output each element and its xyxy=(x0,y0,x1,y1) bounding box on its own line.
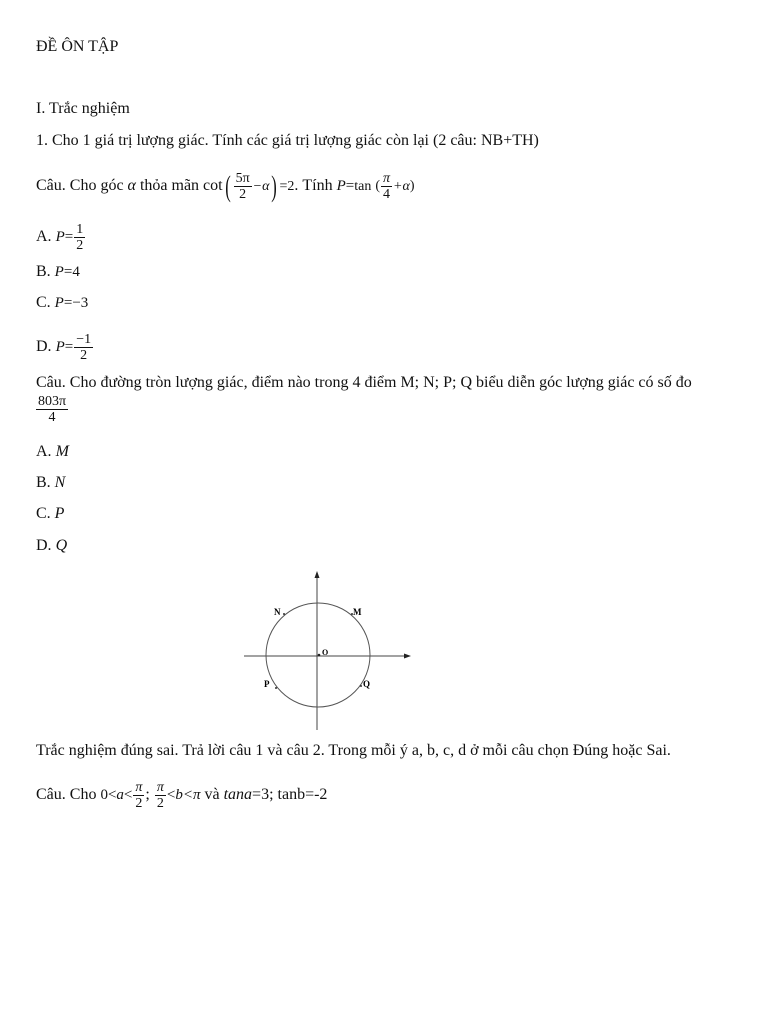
q1-tan-left-paren: ( xyxy=(375,178,381,194)
q2-option-c xyxy=(36,504,64,524)
q1-option-b-eq: = xyxy=(63,264,73,280)
q1-pi-den: 4 xyxy=(383,187,391,202)
q1-option-b-label: B. xyxy=(36,263,51,280)
q1-tinh: . Tính xyxy=(294,177,333,195)
unit-circle-diagram xyxy=(240,568,420,732)
label-N: N xyxy=(274,607,281,617)
q3-semicolon: ; xyxy=(145,786,150,804)
q2-option-b-value: N xyxy=(54,474,66,491)
q1-right-paren: ) xyxy=(271,169,278,203)
section-subheading: 1. Cho 1 giá trị lượng giác. Tính các giá trị lượng giác còn lại (2 câu: NB+TH) xyxy=(36,132,539,149)
section-heading-multiple-choice: I. Trắc nghiệm xyxy=(36,100,130,117)
q1-option-b-P: P xyxy=(54,264,64,280)
q1-option-d-fraction xyxy=(74,332,93,363)
q1-option-c-eq: = xyxy=(63,295,73,311)
q3-tana: tana xyxy=(223,786,253,804)
q1-equals: =2 xyxy=(279,179,295,195)
q1-option-a-eq: = xyxy=(64,229,74,246)
q1-option-a-label: A. xyxy=(36,228,52,246)
question-2-text: Câu. Cho đường tròn lượng giác, điểm nào trong 4 điểm M; N; P; Q biểu diễn góc lượng giác có số đo xyxy=(36,374,692,391)
q1-option-a xyxy=(36,222,86,253)
q1-minus-alpha: −α xyxy=(252,179,270,195)
q2-option-a xyxy=(36,442,69,462)
q2-option-d-label: D. xyxy=(36,537,52,554)
q3-pi-den-1: 2 xyxy=(135,796,143,811)
q3-equals-rest: =3; tanb=-2 xyxy=(252,786,328,804)
question-3 xyxy=(36,780,327,811)
q2-option-c-label: C. xyxy=(36,505,51,522)
q1-option-b xyxy=(36,262,80,282)
q2-frac-num: 803π xyxy=(38,394,67,409)
q2-option-d xyxy=(36,536,67,556)
q1-condition: thỏa mãn cot xyxy=(139,177,223,195)
q3-pi-num-2: π xyxy=(156,780,164,795)
question-1 xyxy=(36,171,415,202)
q1-option-c-value: −3 xyxy=(72,295,89,311)
question-2-fraction-line xyxy=(36,394,69,425)
q3-prefix: Câu. Cho xyxy=(36,786,97,804)
q1-option-a-num: 1 xyxy=(76,222,84,237)
section-heading-true-false: Trắc nghiệm đúng sai. Trả lời câu 1 và câu 2. Trong mỗi ý a, b, c, d ở mỗi câu chọn Đúng hoặc Sai. xyxy=(36,742,671,759)
label-P: P xyxy=(264,679,270,689)
q2-option-a-label: A. xyxy=(36,443,52,460)
q1-option-d-label: D. xyxy=(36,338,52,356)
q1-option-d-P: P xyxy=(55,339,65,356)
q2-option-c-value: P xyxy=(54,505,65,522)
q1-option-c xyxy=(36,293,88,313)
x-axis-arrow xyxy=(404,654,411,659)
q3-fraction-2 xyxy=(155,780,166,811)
q1-option-d-eq: = xyxy=(64,339,74,356)
q1-pi-fraction xyxy=(381,171,392,202)
q2-frac-den: 4 xyxy=(48,410,56,425)
label-O: O xyxy=(322,648,329,657)
q1-tan: tan xyxy=(354,179,372,195)
q1-alpha: α xyxy=(127,177,136,195)
q3-fraction-1 xyxy=(133,780,144,811)
document-title: ĐỀ ÔN TẬP xyxy=(36,38,119,55)
q1-option-c-P: P xyxy=(54,295,64,311)
q1-option-d xyxy=(36,332,94,363)
point-Q xyxy=(360,685,362,687)
label-M: M xyxy=(353,607,362,617)
q2-option-d-value: Q xyxy=(55,537,68,554)
q1-option-a-P: P xyxy=(55,229,65,246)
q3-pi-den-2: 2 xyxy=(156,796,164,811)
q1-frac-den: 2 xyxy=(239,187,247,202)
q1-tan-right-paren: ) xyxy=(409,178,415,194)
q1-P: P xyxy=(336,178,346,195)
q1-plus-alpha: +α xyxy=(393,179,410,195)
q3-pi-num-1: π xyxy=(135,780,143,795)
q3-lt-2: < xyxy=(166,787,176,804)
q1-left-paren: ( xyxy=(224,169,231,203)
q1-option-c-label: C. xyxy=(36,294,51,311)
y-axis-arrow xyxy=(315,571,320,578)
q1-option-a-fraction xyxy=(74,222,85,253)
q3-part1: 0< xyxy=(100,787,117,804)
q1-fraction xyxy=(234,171,252,202)
q2-fraction xyxy=(36,394,68,425)
q3-va: và xyxy=(204,786,220,804)
q3-lt: < xyxy=(123,787,133,804)
q3-b: b xyxy=(175,787,183,804)
q1-prefix: Câu. Cho góc xyxy=(36,177,124,195)
q1-option-b-value: 4 xyxy=(72,264,80,280)
point-N xyxy=(283,613,285,615)
point-P xyxy=(275,687,277,689)
q1-frac-num: 5π xyxy=(235,171,250,186)
q1-option-a-den: 2 xyxy=(76,238,84,253)
q3-a: a xyxy=(116,787,124,804)
q1-eq-sign: = xyxy=(345,178,355,195)
q1-pi-num: π xyxy=(383,171,391,186)
q2-option-a-value: M xyxy=(55,443,69,460)
q2-option-b-label: B. xyxy=(36,474,51,491)
origin-point xyxy=(318,654,321,657)
q1-option-d-den: 2 xyxy=(80,348,88,363)
q1-option-d-num: −1 xyxy=(76,332,92,347)
label-Q: Q xyxy=(363,679,371,689)
q3-lt-pi: <π xyxy=(182,787,201,804)
q2-option-b xyxy=(36,473,65,493)
